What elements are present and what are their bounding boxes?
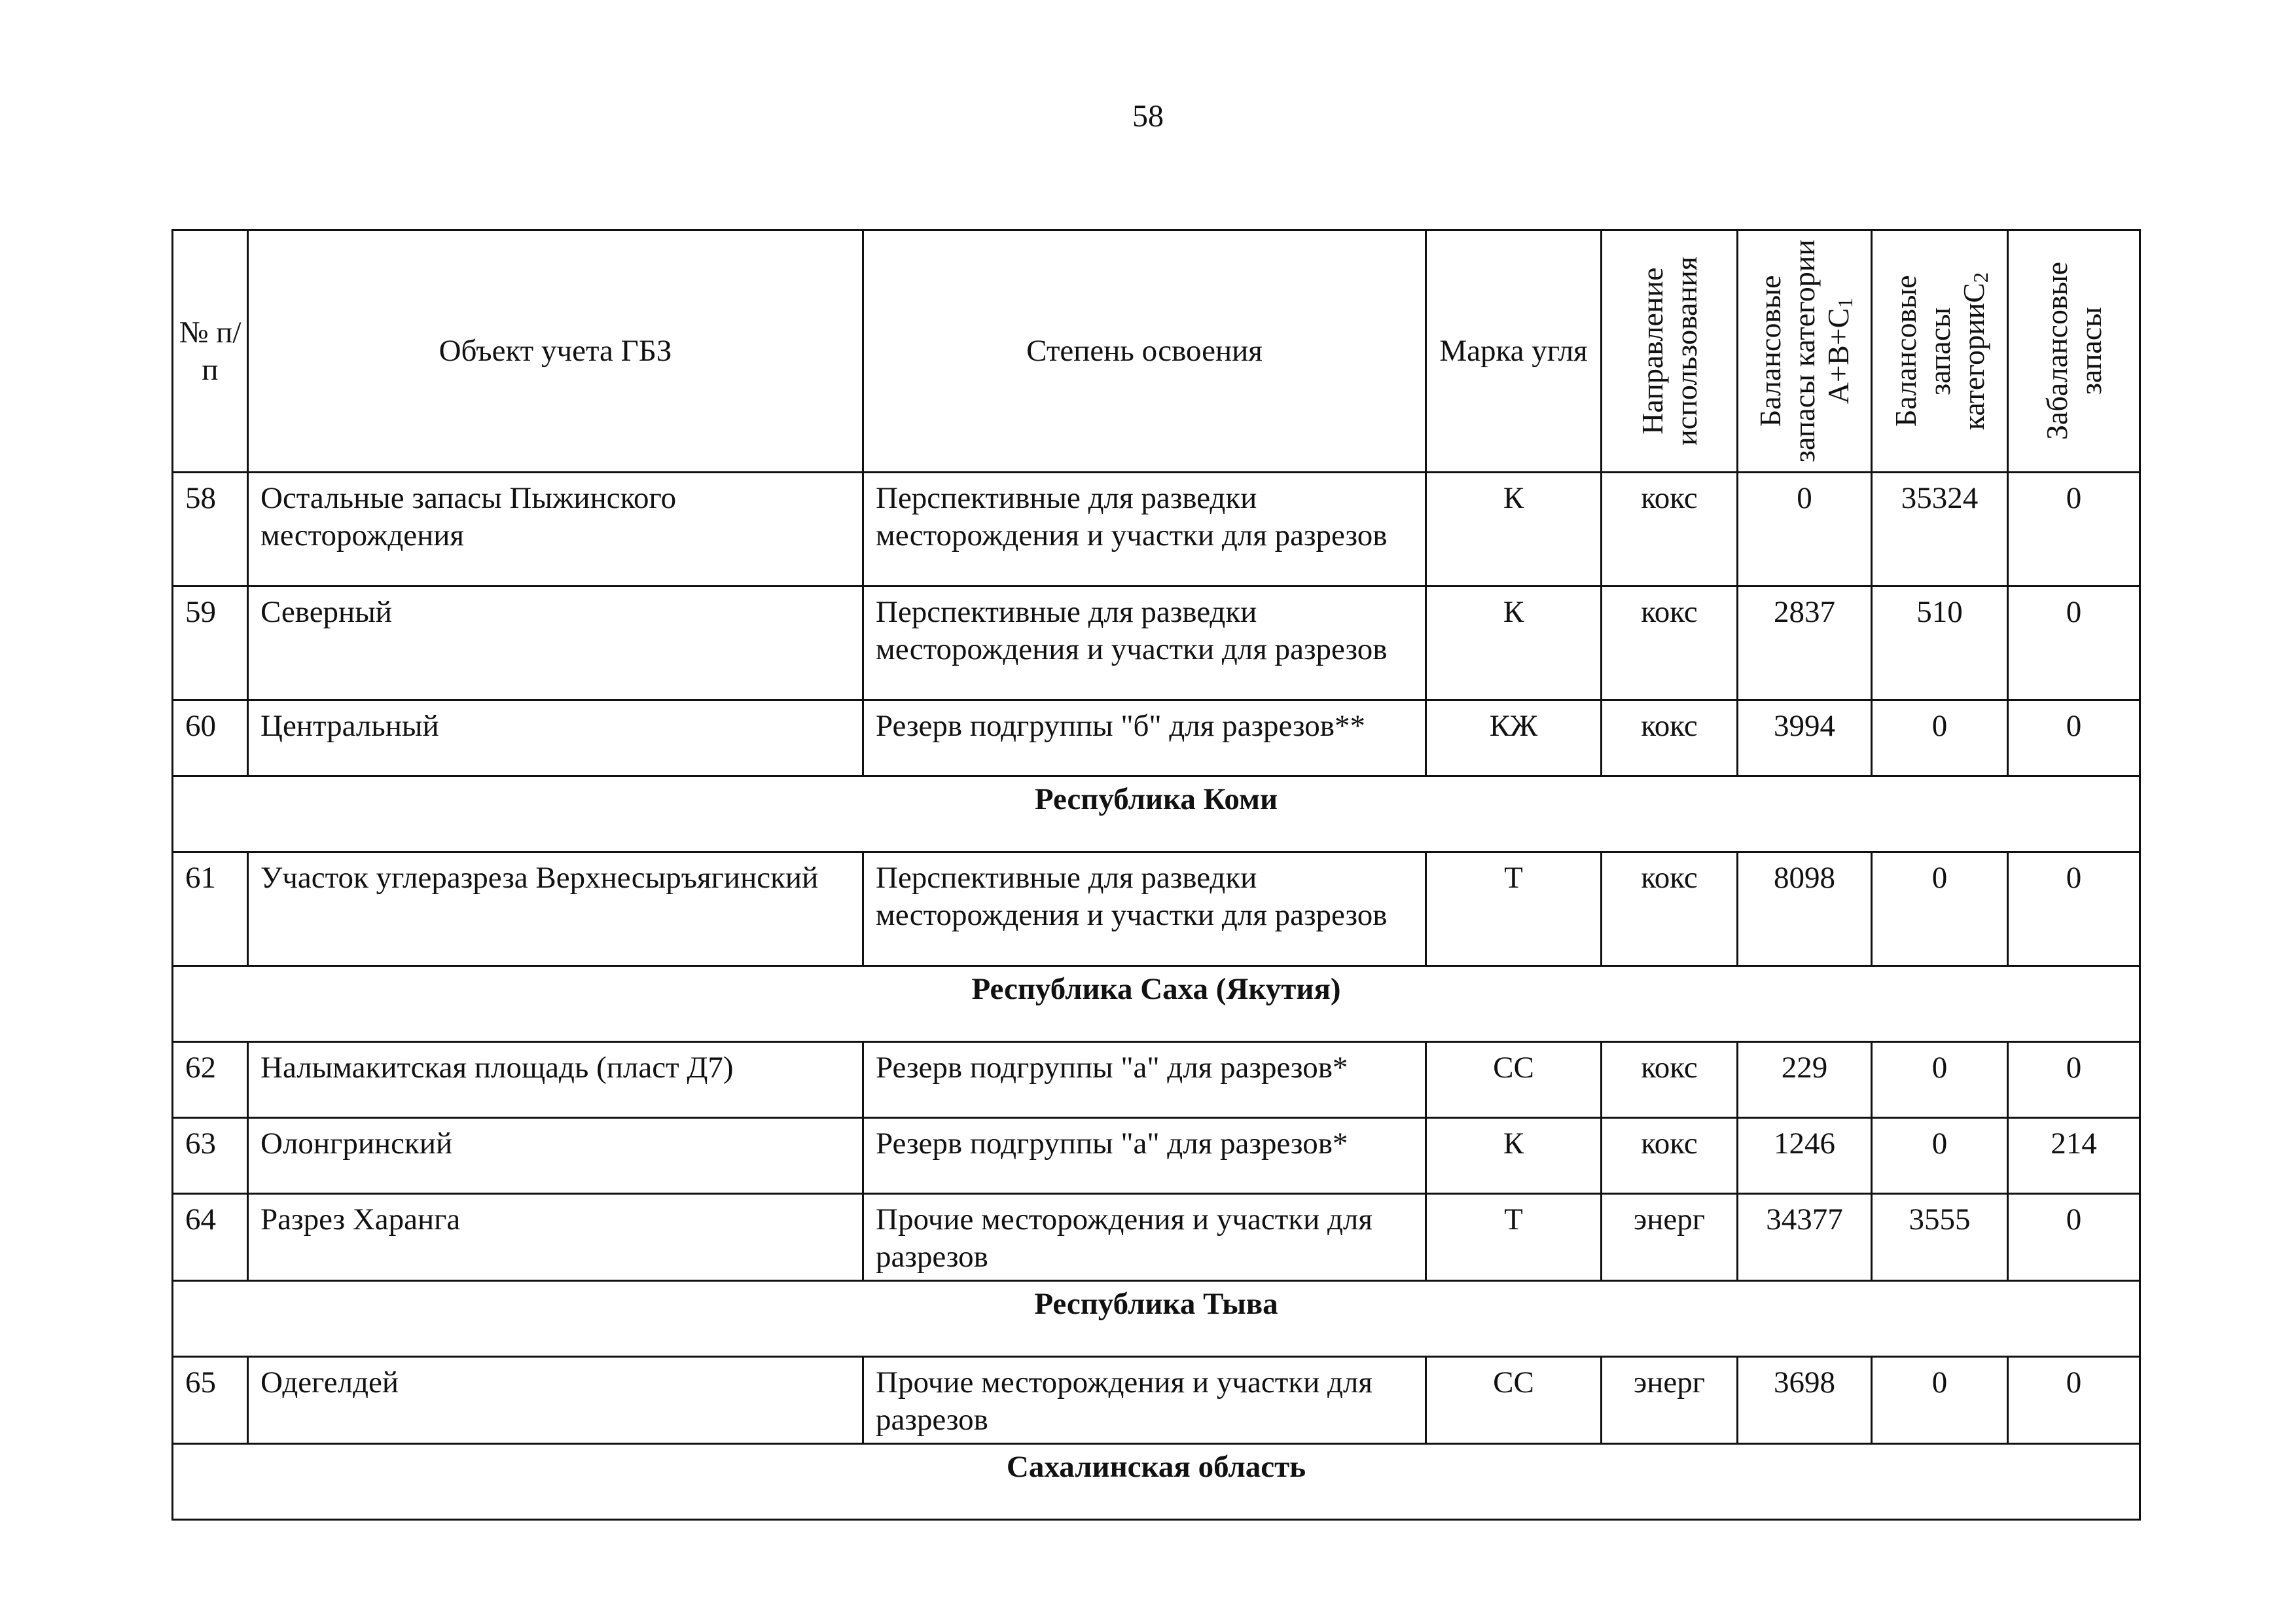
cell-num: 65	[173, 1357, 248, 1444]
cell-grade: К	[1426, 473, 1602, 586]
cell-balance-abc: 3994	[1738, 700, 1872, 776]
header-balance-c2-line1: Балансовые	[1888, 275, 1922, 427]
header-usage-line2: использования	[1669, 257, 1703, 446]
cell-stage: Резерв подгруппы "а" для разрезов*	[863, 1042, 1426, 1118]
region-row	[173, 1281, 2140, 1357]
header-balance-abc-line2: запасы категории	[1787, 240, 1821, 463]
cell-stage: Прочие месторождения и участки для разрезов	[863, 1357, 1426, 1444]
cell-grade: СС	[1426, 1357, 1602, 1444]
cell-balance-c2: 0	[1872, 1042, 2008, 1118]
cell-offbalance: 0	[2008, 1194, 2140, 1281]
cell-stage: Перспективные для разведки месторождения и участки для разрезов	[863, 852, 1426, 966]
cell-balance-abc: 3698	[1738, 1357, 1872, 1444]
cell-usage: кокс	[1602, 1118, 1738, 1194]
cell-stage: Резерв подгруппы "а" для разрезов*	[863, 1118, 1426, 1194]
region-row	[173, 966, 2140, 1042]
cell-usage: кокс	[1602, 1042, 1738, 1118]
cell-offbalance: 0	[2008, 1357, 2140, 1444]
region-row	[173, 1444, 2140, 1520]
table-row	[173, 852, 2140, 966]
cell-balance-c2: 0	[1872, 852, 2008, 966]
cell-grade: К	[1426, 1118, 1602, 1194]
cell-object: Северный	[248, 586, 863, 700]
header-row	[173, 230, 2140, 473]
cell-offbalance: 0	[2008, 700, 2140, 776]
cell-balance-c2: 35324	[1872, 473, 2008, 586]
header-object: Объект учета ГБЗ	[248, 230, 863, 473]
table-row	[173, 1357, 2140, 1444]
cell-num: 62	[173, 1042, 248, 1118]
cell-stage: Прочие месторождения и участки для разрезов	[863, 1194, 1426, 1281]
header-num: № п/п	[173, 230, 248, 473]
cell-num: 61	[173, 852, 248, 966]
region-title: Республика Саха (Якутия)	[173, 966, 2140, 1042]
cell-offbalance: 0	[2008, 852, 2140, 966]
cell-usage: энерг	[1602, 1194, 1738, 1281]
header-balance-c2-line3: категорииС	[1956, 282, 1990, 431]
cell-balance-abc: 8098	[1738, 852, 1872, 966]
cell-balance-abc: 1246	[1738, 1118, 1872, 1194]
header-balance-c2-sub: 2	[1968, 272, 1992, 283]
header-balance-c2	[1872, 230, 2008, 473]
region-title: Республика Тыва	[173, 1281, 2140, 1357]
cell-num: 58	[173, 473, 248, 586]
header-usage-line1: Направление	[1635, 267, 1669, 435]
table-row	[173, 586, 2140, 700]
header-balance-abc	[1738, 230, 1872, 473]
cell-object: Центральный	[248, 700, 863, 776]
cell-balance-c2: 3555	[1872, 1194, 2008, 1281]
cell-num: 59	[173, 586, 248, 700]
cell-grade: СС	[1426, 1042, 1602, 1118]
cell-num: 64	[173, 1194, 248, 1281]
cell-offbalance: 0	[2008, 586, 2140, 700]
page-number: 58	[1132, 99, 1164, 134]
header-balance-abc-line1: Балансовые	[1753, 275, 1787, 427]
cell-object: Налымакитская площадь (пласт Д7)	[248, 1042, 863, 1118]
cell-stage: Перспективные для разведки месторождения и участки для разрезов	[863, 473, 1426, 586]
table-row	[173, 1042, 2140, 1118]
header-balance-abc-sub: 1	[1833, 298, 1857, 309]
cell-balance-c2: 510	[1872, 586, 2008, 700]
cell-grade: КЖ	[1426, 700, 1602, 776]
cell-object: Одегелдей	[248, 1357, 863, 1444]
header-usage	[1602, 230, 1738, 473]
cell-grade: Т	[1426, 1194, 1602, 1281]
cell-usage: кокс	[1602, 852, 1738, 966]
reserves-table	[171, 229, 2141, 1521]
table-row	[173, 473, 2140, 586]
cell-usage: энерг	[1602, 1357, 1738, 1444]
region-title: Сахалинская область	[173, 1444, 2140, 1520]
cell-grade: К	[1426, 586, 1602, 700]
cell-num: 60	[173, 700, 248, 776]
cell-grade: Т	[1426, 852, 1602, 966]
table-row	[173, 1194, 2140, 1281]
cell-balance-abc: 0	[1738, 473, 1872, 586]
cell-object: Олонгринский	[248, 1118, 863, 1194]
cell-balance-c2: 0	[1872, 1357, 2008, 1444]
cell-num: 63	[173, 1118, 248, 1194]
cell-balance-abc: 34377	[1738, 1194, 1872, 1281]
cell-stage: Перспективные для разведки месторождения и участки для разрезов	[863, 586, 1426, 700]
cell-balance-abc: 2837	[1738, 586, 1872, 700]
cell-object: Остальные запасы Пыжинского месторождения	[248, 473, 863, 586]
cell-object: Разрез Харанга	[248, 1194, 863, 1281]
table-row	[173, 700, 2140, 776]
header-offbalance-line2: запасы	[2073, 307, 2108, 395]
header-grade: Марка угля	[1426, 230, 1602, 473]
cell-usage: кокс	[1602, 473, 1738, 586]
cell-offbalance: 0	[2008, 473, 2140, 586]
table-row	[173, 1118, 2140, 1194]
header-balance-c2-line2: запасы	[1922, 307, 1956, 395]
cell-offbalance: 0	[2008, 1042, 2140, 1118]
header-balance-abc-line3: А+В+С	[1821, 308, 1855, 405]
cell-balance-c2: 0	[1872, 1118, 2008, 1194]
cell-balance-c2: 0	[1872, 700, 2008, 776]
cell-object: Участок углеразреза Верхнесыръягинский	[248, 852, 863, 966]
cell-stage: Резерв подгруппы "б" для разрезов**	[863, 700, 1426, 776]
cell-usage: кокс	[1602, 700, 1738, 776]
cell-offbalance: 214	[2008, 1118, 2140, 1194]
header-offbalance-line1: Забалансовые	[2039, 262, 2073, 441]
region-title: Республика Коми	[173, 776, 2140, 852]
region-row	[173, 776, 2140, 852]
cell-balance-abc: 229	[1738, 1042, 1872, 1118]
header-stage: Степень освоения	[863, 230, 1426, 473]
cell-usage: кокс	[1602, 586, 1738, 700]
header-offbalance	[2008, 230, 2140, 473]
